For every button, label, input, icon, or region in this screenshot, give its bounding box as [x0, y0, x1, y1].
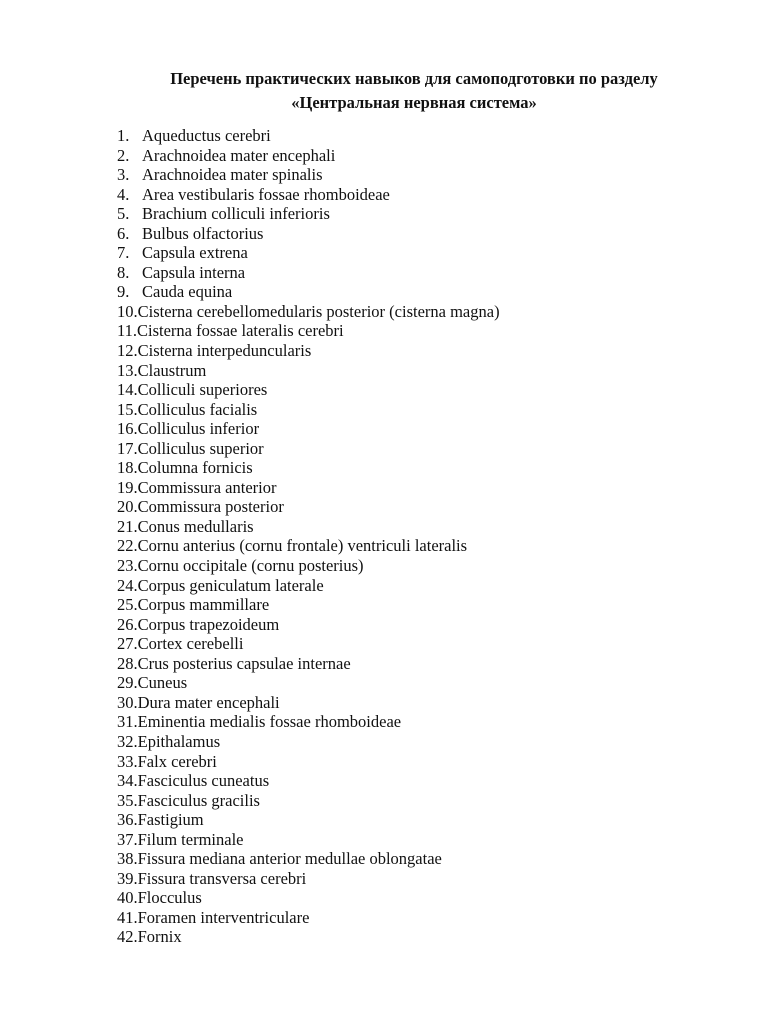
list-item [117, 400, 500, 420]
list-item [117, 869, 500, 889]
list-item-number: 26. [117, 614, 138, 634]
list-item-number: 13. [117, 360, 138, 380]
list-item-number: 40. [117, 888, 138, 908]
list-item [117, 439, 500, 459]
list-item-number: 2. [117, 145, 130, 165]
list-item-term: Cisterna fossae lateralis cerebri [137, 321, 344, 341]
list-item-term: Capsula interna [142, 262, 246, 282]
list-item [117, 732, 500, 752]
list-item-term: Colliculus inferior [137, 419, 260, 439]
list-item-term: Fissura transversa cerebri [137, 868, 307, 888]
list-item-term: Cisterna cerebellomedularis posterior (cisterna magna) [137, 301, 500, 321]
list-item-number: 3. [117, 165, 130, 185]
list-item [117, 673, 500, 693]
list-item-number: 20. [117, 497, 138, 517]
list-item-number: 17. [117, 438, 138, 458]
list-item [117, 282, 500, 302]
terms-list [117, 126, 500, 947]
list-item [117, 595, 500, 615]
list-item [117, 185, 500, 205]
list-item-number: 18. [117, 458, 138, 478]
list-item-number: 33. [117, 751, 138, 771]
list-item [117, 478, 500, 498]
list-item-term: Bulbus olfactorius [142, 223, 264, 243]
list-item [117, 263, 500, 283]
list-item-number: 36. [117, 810, 138, 830]
list-item-term: Cornu anterius (cornu frontale) ventriculi lateralis [137, 536, 468, 556]
list-item-term: Capsula extrena [142, 243, 248, 263]
list-item-term: Colliculi superiores [137, 380, 268, 400]
list-item [117, 517, 500, 537]
list-item-term: Commissura anterior [137, 477, 277, 497]
list-item-number: 9. [117, 282, 130, 302]
list-item [117, 224, 500, 244]
list-item-number: 21. [117, 516, 138, 536]
list-item-number: 30. [117, 692, 138, 712]
list-item [117, 576, 500, 596]
list-item-number: 10. [117, 301, 138, 321]
list-item [117, 752, 500, 772]
list-item [117, 888, 500, 908]
list-item-number: 11. [117, 321, 138, 341]
list-item-term: Conus medullaris [137, 516, 254, 536]
list-item-term: Colliculus superior [137, 438, 264, 458]
list-item-term: Cornu occipitale (cornu posterius) [137, 556, 364, 576]
list-item [117, 165, 500, 185]
list-item-number: 5. [117, 204, 130, 224]
list-item [117, 341, 500, 361]
list-item [117, 830, 500, 850]
list-item [117, 243, 500, 263]
list-item-term: Arachnoidea mater encephali [142, 145, 336, 165]
list-item [117, 361, 500, 381]
list-item [117, 146, 500, 166]
list-item-term: Fasciculus gracilis [137, 790, 260, 810]
list-item-term: Crus posterius capsulae internae [137, 653, 351, 673]
list-item-number: 35. [117, 790, 138, 810]
list-item-number: 24. [117, 575, 138, 595]
list-item-term: Brachium colliculi inferioris [142, 204, 330, 224]
list-item [117, 497, 500, 517]
list-item-number: 39. [117, 868, 138, 888]
list-item [117, 556, 500, 576]
list-item-number: 12. [117, 341, 138, 361]
list-item-term: Claustrum [137, 360, 207, 380]
list-item-number: 19. [117, 477, 138, 497]
list-item-term: Falx cerebri [137, 751, 217, 771]
list-item-number: 41. [117, 907, 138, 927]
list-item-term: Aqueductus cerebri [142, 126, 271, 145]
list-item [117, 615, 500, 635]
list-item-term: Columna fornicis [137, 458, 253, 478]
list-item-number: 29. [117, 673, 138, 693]
list-item-number: 37. [117, 829, 138, 849]
list-item-term: Fasciculus cuneatus [137, 771, 270, 791]
list-item-term: Flocculus [137, 888, 202, 908]
list-item-number: 22. [117, 536, 138, 556]
list-item [117, 536, 500, 556]
list-item-number: 34. [117, 771, 138, 791]
list-item [117, 419, 500, 439]
list-item-number: 25. [117, 595, 138, 615]
list-item-number: 8. [117, 262, 130, 282]
list-item [117, 908, 500, 928]
list-item-number: 14. [117, 380, 138, 400]
list-item-term: Cauda equina [142, 282, 233, 302]
list-item-term: Colliculus facialis [137, 399, 258, 419]
list-item-term: Corpus geniculatum laterale [137, 575, 324, 595]
list-item-number: 4. [117, 184, 130, 204]
list-item [117, 771, 500, 791]
list-item-term: Foramen interventriculare [137, 907, 310, 927]
list-item-term: Cuneus [137, 673, 188, 693]
list-item-number: 32. [117, 731, 138, 751]
list-item [117, 810, 500, 830]
list-item [117, 693, 500, 713]
list-item-term: Cisterna interpeduncularis [137, 341, 312, 361]
list-item-number: 15. [117, 399, 138, 419]
list-item-term: Fastigium [137, 810, 204, 830]
list-item [117, 321, 500, 341]
list-item [117, 126, 500, 146]
list-item-term: Cortex cerebelli [137, 634, 244, 654]
list-item-number: 27. [117, 634, 138, 654]
list-item-term: Corpus mammillare [137, 595, 270, 615]
list-item-term: Eminentia medialis fossae rhomboideae [137, 712, 402, 732]
list-item [117, 302, 500, 322]
list-item-term: Dura mater encephali [137, 692, 280, 712]
list-item-number: 38. [117, 849, 138, 869]
list-item [117, 849, 500, 869]
list-item [117, 634, 500, 654]
list-item-term: Area vestibularis fossae rhomboideae [142, 184, 390, 204]
list-item-term: Corpus trapezoideum [137, 614, 280, 634]
list-item-term: Filum terminale [137, 829, 244, 849]
list-item-number: 28. [117, 653, 138, 673]
document-title-line-1: Перечень практических навыков для самоподготовки по разделу [170, 69, 658, 88]
list-item-number: 1. [117, 126, 130, 145]
list-item [117, 712, 500, 732]
list-item-term: Fissura mediana anterior medullae oblongatae [137, 849, 442, 869]
list-item-number: 31. [117, 712, 138, 732]
list-item [117, 654, 500, 674]
document-title-line-2: «Центральная нервная система» [291, 93, 537, 112]
list-item-number: 23. [117, 556, 138, 576]
list-item-term: Commissura posterior [137, 497, 284, 517]
list-item-term: Arachnoidea mater spinalis [142, 165, 323, 185]
list-item-term: Epithalamus [137, 731, 221, 751]
list-item-number: 7. [117, 243, 130, 263]
list-item-number: 42. [117, 927, 138, 947]
list-item-number: 6. [117, 223, 130, 243]
list-item-number: 16. [117, 419, 138, 439]
list-item [117, 927, 500, 947]
list-item [117, 458, 500, 478]
list-item [117, 380, 500, 400]
list-item [117, 791, 500, 811]
list-item [117, 204, 500, 224]
list-item-term: Fornix [137, 927, 182, 947]
